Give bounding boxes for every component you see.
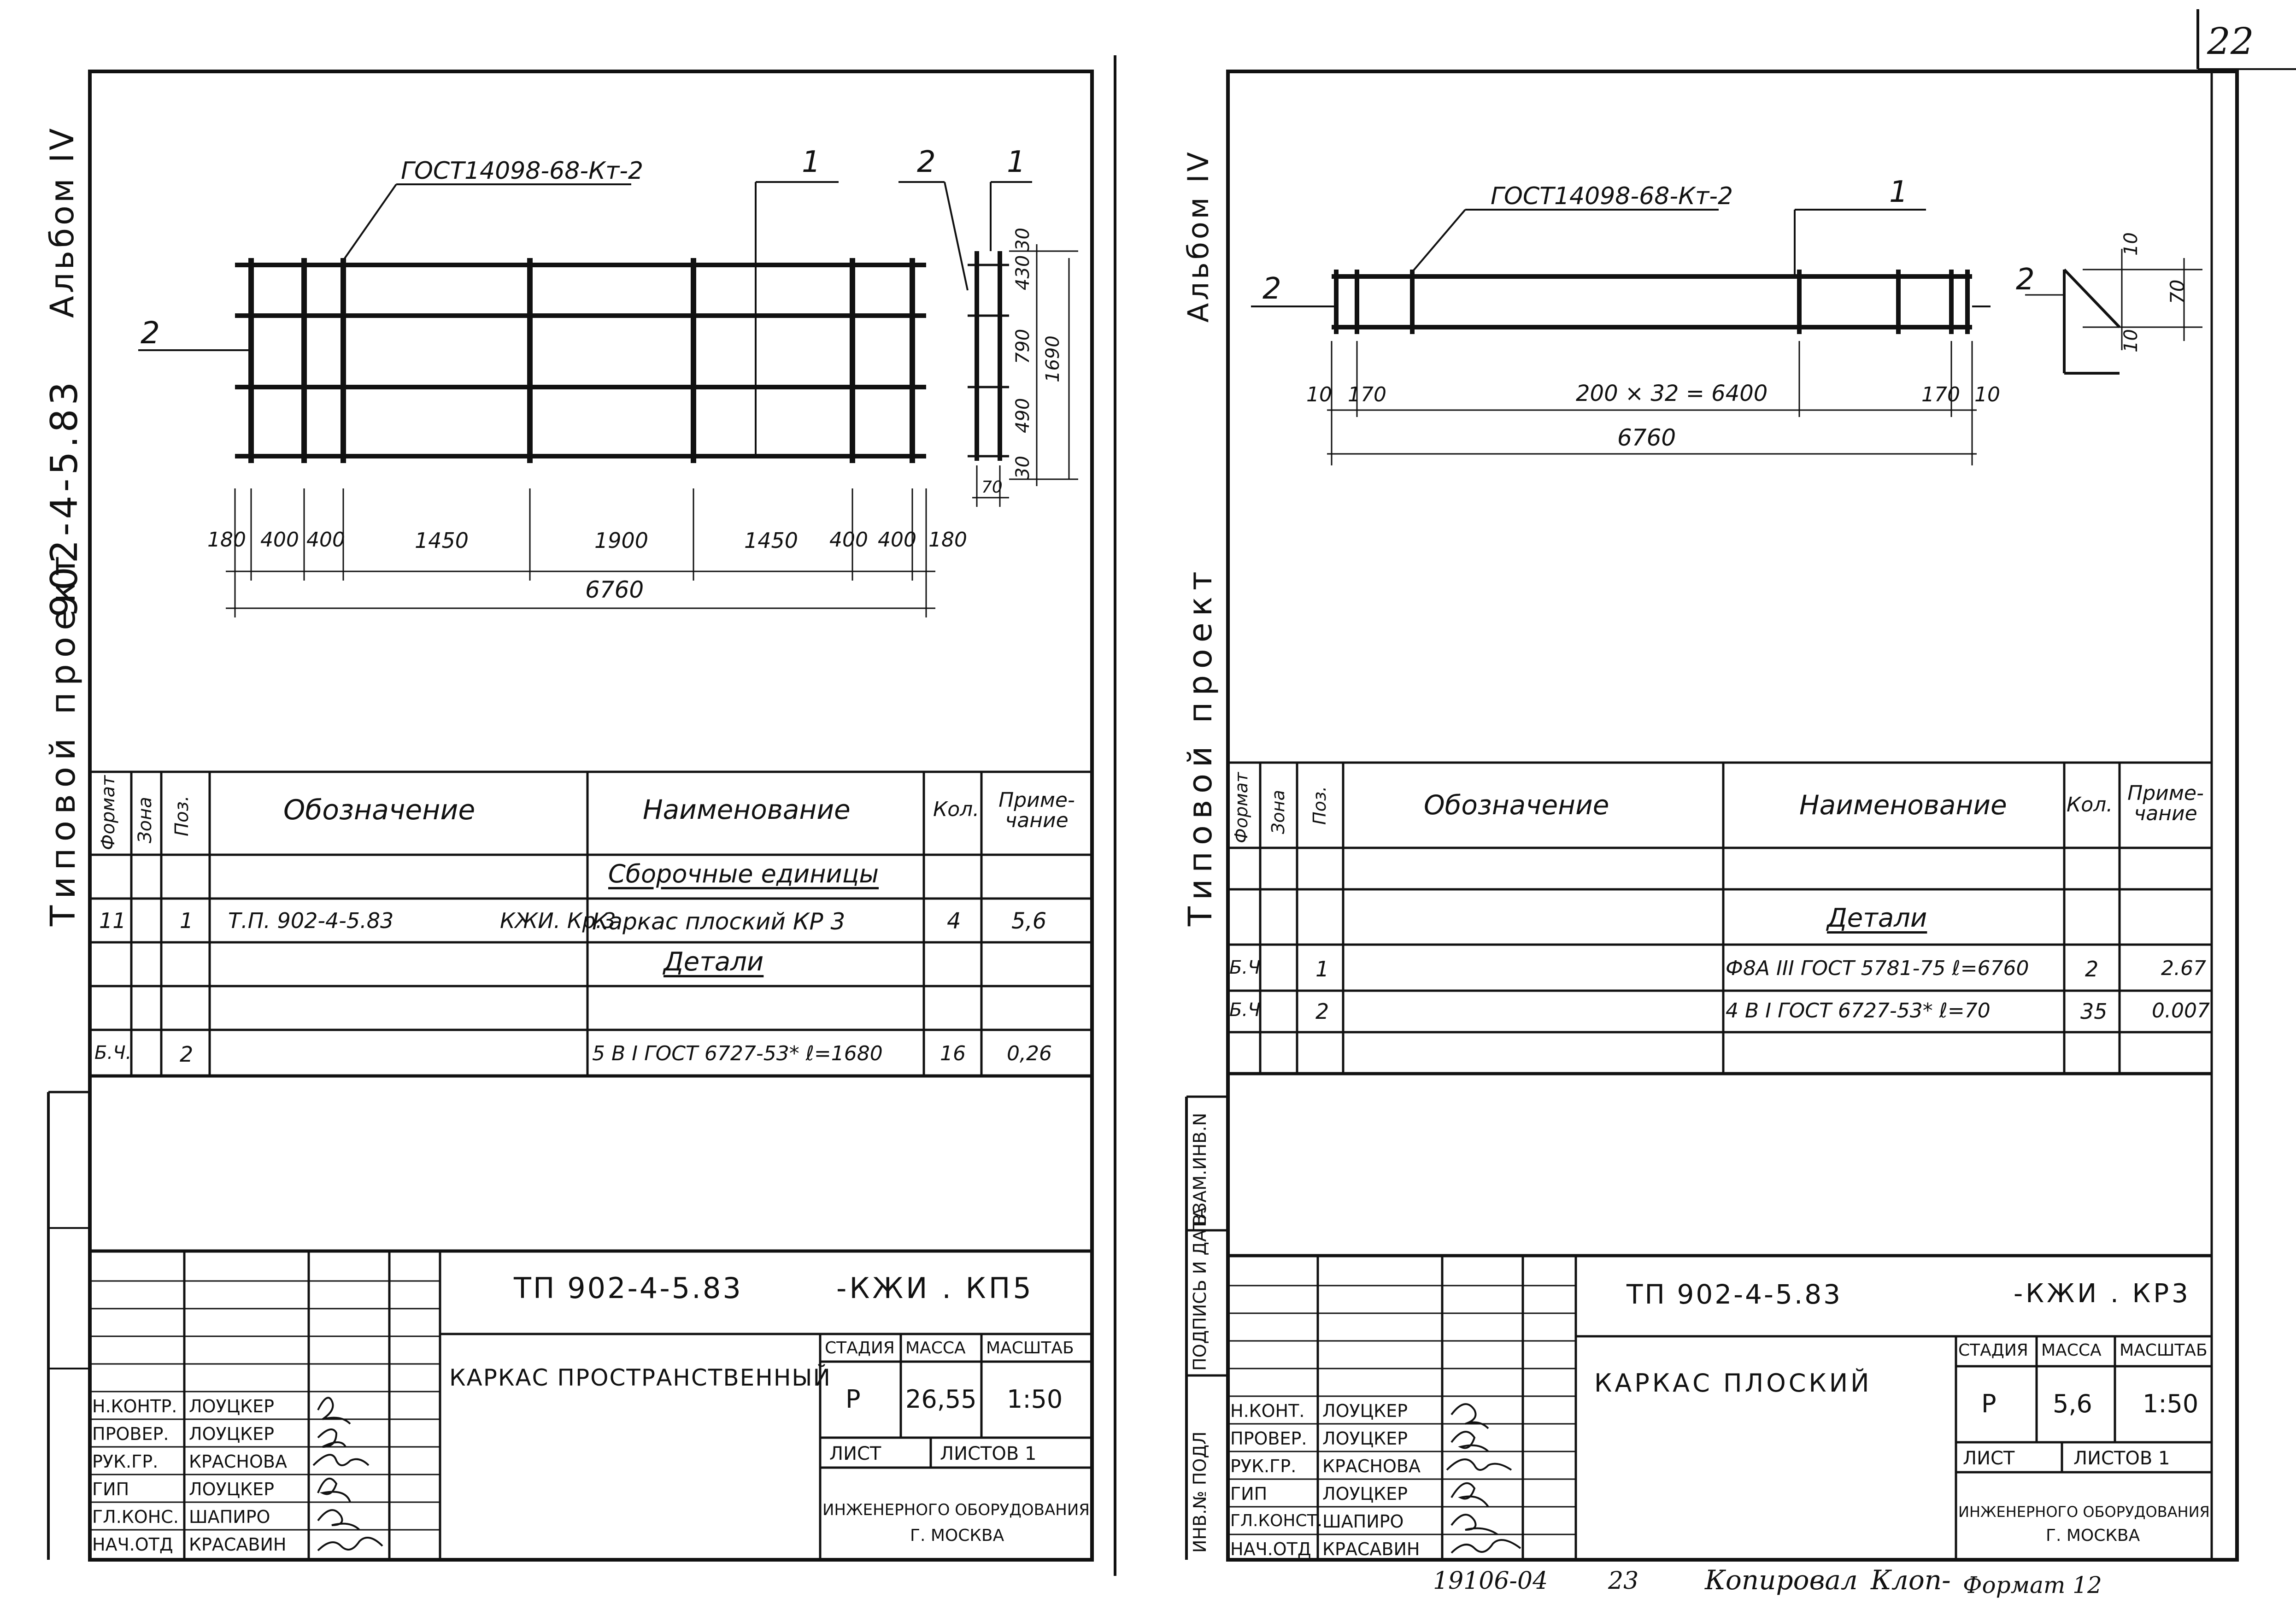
right-pos-mark: 1 — [1889, 175, 1908, 209]
left-pos-mark-2: 2 — [917, 145, 936, 179]
right-spec-header-pos: Поз. — [1309, 786, 1330, 825]
left-spec-row1-designation-a: Т.П. 902-4-5.83 — [228, 908, 394, 933]
right-signature-1 — [1451, 1404, 1488, 1428]
right-tb-role-1: Н.КОНТ. — [1230, 1401, 1305, 1421]
left-tb-name-1: ЛОУЦКЕР — [189, 1396, 275, 1416]
left-vdim-3: 790 — [1012, 329, 1033, 364]
left-tb-role-5: ГЛ.КОНС. — [92, 1507, 179, 1527]
right-sec-h: 70 — [2166, 279, 2189, 304]
right-spec-header-zone: Зона — [1268, 790, 1288, 834]
right-tb-name-2: ЛОУЦКЕР — [1322, 1428, 1408, 1449]
left-spec-header-zone: Зона — [135, 797, 156, 843]
left-spec-row1-designation-b: КЖИ. Кр.3 — [500, 908, 616, 933]
left-spec-header-name: Наименование — [643, 794, 851, 825]
right-spec-row2-pos: 2 — [1315, 999, 1329, 1024]
left-vdim-4: 490 — [1012, 398, 1033, 433]
page-number: 22 — [2207, 20, 2254, 63]
left-pos-mark-1: 1 — [802, 145, 821, 179]
footer-format: Формат 12 — [1963, 1572, 2102, 1598]
left-tb-stage-label: СТАДИЯ — [825, 1339, 895, 1357]
right-tb-role-6: НАЧ.ОТД — [1230, 1539, 1311, 1559]
left-tb-mass-label: МАССА — [905, 1339, 966, 1357]
left-spec-header-qty: Кол. — [933, 798, 980, 821]
right-tb-role-3: РУК.ГР. — [1230, 1456, 1297, 1476]
right-spec-row1-pos: 1 — [1315, 957, 1329, 981]
right-signature-5 — [1451, 1515, 1497, 1534]
right-tb-name-1: ЛОУЦКЕР — [1322, 1401, 1408, 1421]
right-tb-code: ТП 902-4-5.83 — [1627, 1279, 1843, 1310]
right-spec-row1-qty: 2 — [2085, 957, 2099, 981]
right-signature-3 — [1447, 1459, 1511, 1470]
right-spec-row1-note: 2.67 — [2161, 957, 2206, 980]
left-vdim-5: 30 — [1012, 456, 1033, 479]
left-vdim-1: 30 — [1012, 228, 1033, 251]
left-spec-header-pos: Поз. — [171, 795, 193, 836]
left-spec-row1-pos: 1 — [180, 908, 194, 933]
right-spec-row2-note: 0.007 — [2152, 999, 2210, 1022]
left-spec-row1-note: 5,6 — [1011, 908, 1047, 934]
left-vdim-2: 430 — [1012, 255, 1033, 290]
right-tb-name-3: КРАСНОВА — [1322, 1456, 1421, 1476]
left-tb-sheet-label: ЛИСТ — [829, 1443, 881, 1464]
left-vdim-total: 1690 — [1042, 335, 1063, 382]
left-spec-header-designation: Обозначение — [283, 794, 476, 826]
left-tb-mark: -КЖИ . КП5 — [836, 1271, 1034, 1305]
left-dim-5: 1900 — [594, 528, 649, 553]
right-spec-header-designation: Обозначение — [1424, 789, 1609, 821]
right-album-label: Альбом IV — [1181, 149, 1215, 323]
right-tb-role-2: ПРОВЕР. — [1230, 1428, 1307, 1449]
right-tb-role-5: ГЛ.КОНСТ. — [1230, 1511, 1323, 1530]
right-tb-stage: Р — [1981, 1389, 1997, 1418]
left-tb-name-4: ЛОУЦКЕР — [189, 1479, 275, 1499]
right-dim-10b: 10 — [1974, 383, 2000, 406]
left-tb-role-4: ГИП — [92, 1479, 129, 1499]
right-tb-scale-label: МАСШТАБ — [2120, 1341, 2208, 1360]
left-tb-org-2: Г. МОСКВА — [910, 1526, 1004, 1545]
left-tb-role-3: РУК.ГР. — [92, 1451, 159, 1472]
right-spec-row2-format: Б.Ч — [1229, 999, 1261, 1021]
right-dim-10a: 10 — [1306, 383, 1332, 406]
left-spec-row2-name: 5 В I ГОСТ 6727-53* ℓ=1680 — [592, 1042, 883, 1065]
footer-copied: Копировал — [1705, 1564, 1858, 1596]
left-spec-row2-pos: 2 — [180, 1042, 194, 1067]
left-dim-3: 400 — [306, 528, 345, 552]
left-width-dim: 70 — [981, 478, 1003, 497]
right-tb-org-1: ИНЖЕНЕРНОГО ОБОРУДОВАНИЯ — [1958, 1503, 2210, 1521]
right-tb-sheets-label: ЛИСТОВ 1 — [2073, 1448, 2170, 1469]
left-tb-role-6: НАЧ.ОТД — [92, 1534, 173, 1555]
left-dim-4: 1450 — [415, 528, 469, 553]
left-tb-stage: Р — [846, 1385, 861, 1414]
right-section-mark-a: 2 — [1263, 272, 1281, 306]
left-tb-role-2: ПРОВЕР. — [92, 1424, 169, 1444]
left-pos-mark-3: 1 — [1007, 145, 1026, 179]
right-tb-sheet-label: ЛИСТ — [1963, 1448, 2015, 1469]
left-project-number: 902-4-5.83 — [43, 378, 86, 617]
right-signature-4 — [1451, 1483, 1488, 1507]
right-spec-row2-qty: 35 — [2080, 999, 2108, 1024]
left-spec-row2-note: 0,26 — [1007, 1042, 1052, 1065]
right-tb-mass: 5,6 — [2053, 1389, 2092, 1418]
left-tb-mass: 26,55 — [905, 1385, 977, 1414]
right-project-kind: Типовой проект — [1181, 565, 1219, 926]
right-spec-row2-name: 4 В I ГОСТ 6727-53* ℓ=70 — [1726, 999, 1991, 1022]
left-gost-label: ГОСТ14098-68-Кт-2 — [401, 157, 644, 185]
right-tb-name-4: ЛОУЦКЕР — [1322, 1484, 1408, 1504]
right-spec-header-note: Приме-чание — [2127, 781, 2204, 825]
left-project-kind: Типовой проект — [43, 549, 83, 926]
right-signature-2 — [1451, 1432, 1488, 1451]
right-dim-mid: 200 × 32 = 6400 — [1576, 381, 1768, 406]
left-dim-8: 400 — [878, 528, 916, 552]
left-dim-9: 180 — [928, 528, 967, 552]
right-tb-name-5: ШАПИРО — [1322, 1511, 1404, 1532]
right-sec-bottom: 10 — [2120, 329, 2142, 353]
left-spec-row2-format: Б.Ч. — [94, 1042, 132, 1063]
left-tb-name-2: ЛОУЦКЕР — [189, 1424, 275, 1444]
left-tb-name-6: КРАСАВИН — [189, 1534, 287, 1555]
right-signature-6 — [1451, 1540, 1521, 1553]
right-dim-170b: 170 — [1921, 383, 1960, 406]
right-tb-role-4: ГИП — [1230, 1484, 1268, 1504]
left-dim-1: 180 — [207, 528, 246, 552]
right-tb-org-2: Г. МОСКВА — [2046, 1526, 2140, 1545]
left-tb-role-1: Н.КОНТР. — [92, 1396, 177, 1416]
right-spec-header-name: Наименование — [1799, 789, 2007, 821]
left-dim-6: 1450 — [744, 528, 799, 553]
right-sec-top: 10 — [2120, 232, 2142, 256]
right-dim-170a: 170 — [1348, 383, 1386, 406]
right-stamp-replace-inv: ВЗАМ.ИНВ.N — [1190, 1113, 1210, 1226]
right-overall-dim: 6760 — [1617, 424, 1676, 451]
footer-inventory: 19106-04 — [1433, 1567, 1548, 1595]
left-spec-header-note: Приме-чание — [998, 788, 1075, 832]
left-spec-section-assembly: Сборочные единицы — [608, 859, 879, 888]
right-spec-row1-format: Б.Ч — [1229, 957, 1261, 978]
right-spec-header-format: Формат — [1231, 772, 1251, 843]
right-tb-name-6: КРАСАВИН — [1322, 1539, 1420, 1559]
left-spec-header-format: Формат — [98, 775, 119, 850]
left-spec-section-details: Детали — [664, 947, 764, 977]
right-tb-scale: 1:50 — [2143, 1389, 2199, 1418]
left-tb-title: КАРКАС ПРОСТРАНСТВЕННЫЙ — [449, 1364, 831, 1391]
left-spec-row1-format: 11 — [99, 908, 126, 933]
right-tb-title: КАРКАС ПЛОСКИЙ — [1594, 1369, 1872, 1398]
right-tb-stage-label: СТАДИЯ — [1958, 1341, 2028, 1360]
left-tb-code: ТП 902-4-5.83 — [514, 1271, 743, 1305]
footer-number: 23 — [1608, 1567, 1639, 1595]
right-spec-header-qty: Кол. — [2067, 793, 2113, 817]
left-section-mark: 2 — [141, 315, 160, 351]
right-tb-mass-label: МАССА — [2041, 1341, 2102, 1360]
left-overall-dim: 6760 — [585, 576, 644, 603]
left-spec-row1-name: Каркас плоский КР 3 — [592, 908, 846, 935]
right-section-mark-b: 2 — [2016, 263, 2035, 297]
right-spec-row1-name: Ф8А III ГОСТ 5781-75 ℓ=6760 — [1726, 957, 2029, 980]
left-tb-name-5: ШАПИРО — [189, 1507, 270, 1527]
right-stamp-orig-inv: ИНВ.№ ПОДЛ — [1190, 1431, 1210, 1553]
left-dim-7: 400 — [829, 528, 868, 552]
left-tb-scale: 1:50 — [1007, 1385, 1063, 1414]
left-tb-org-1: ИНЖЕНЕРНОГО ОБОРУДОВАНИЯ — [822, 1501, 1090, 1519]
right-spec-section-details: Детали — [1827, 903, 1927, 933]
left-tb-scale-label: МАСШТАБ — [986, 1339, 1074, 1357]
footer-copier: Клоп- — [1871, 1564, 1951, 1596]
left-spec-row2-qty: 16 — [940, 1042, 966, 1065]
left-album-label: Альбом IV — [43, 125, 81, 318]
left-tb-name-3: КРАСНОВА — [189, 1451, 287, 1472]
right-stamp-sign-date: ПОДПИСЬ И ДАТА — [1190, 1207, 1210, 1371]
right-gost-label: ГОСТ14098-68-Кт-2 — [1491, 182, 1733, 210]
left-tb-sheets-label: ЛИСТОВ 1 — [940, 1443, 1037, 1464]
right-tb-mark: -КЖИ . КР3 — [2014, 1279, 2191, 1309]
left-spec-row1-qty: 4 — [947, 908, 961, 934]
left-dim-2: 400 — [260, 528, 299, 552]
